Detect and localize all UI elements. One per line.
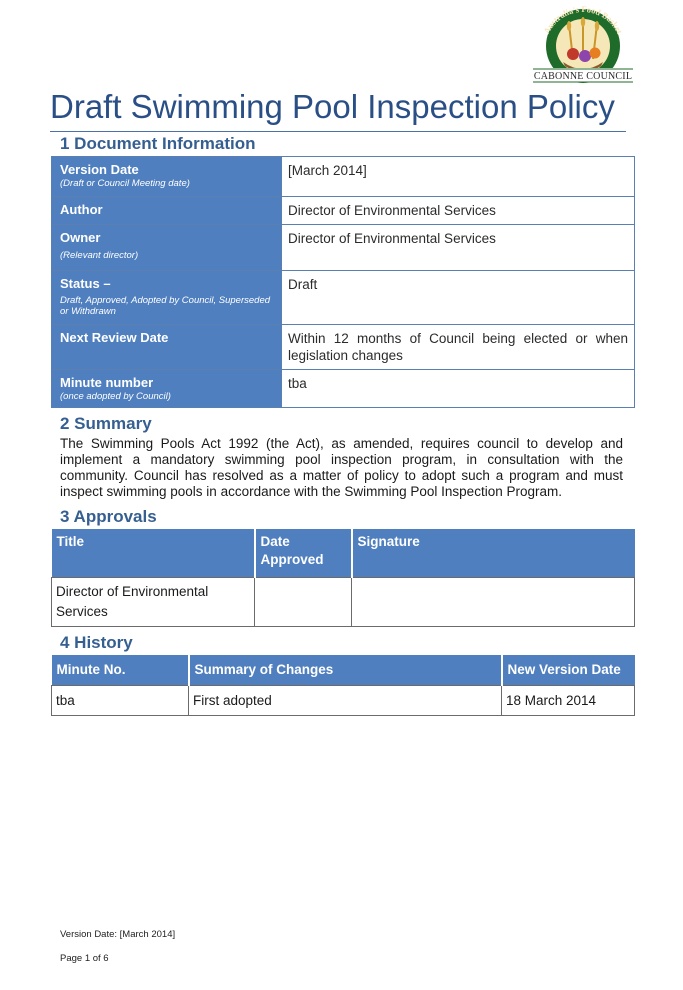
- info-value: Director of Environmental Services: [282, 225, 635, 271]
- approval-title-cell: Director of Environmental Services: [52, 577, 255, 626]
- info-sublabel: (Relevant director): [60, 250, 139, 261]
- logo-arc-text: Australia's Food Basket: [541, 4, 625, 36]
- info-label: Version Date: [60, 162, 139, 177]
- info-key-cell: [52, 325, 282, 370]
- approval-date-cell: [255, 577, 352, 626]
- column-header-signature: Signature: [352, 529, 635, 577]
- info-value: Within 12 months of Council being elected or when legislation changes: [282, 325, 635, 370]
- section-heading-approvals: 3 Approvals: [60, 507, 157, 526]
- info-key-cell: [52, 157, 282, 197]
- info-key-cell: [52, 225, 282, 271]
- info-label: Author: [60, 202, 103, 217]
- approval-signature-cell: [352, 577, 635, 626]
- page-title: Draft Swimming Pool Inspection Policy: [50, 88, 615, 125]
- section-heading-history: 4 History: [60, 633, 133, 652]
- orange-icon: [590, 48, 601, 59]
- info-label: Minute number: [60, 375, 154, 390]
- info-sublabel: Draft, Approved, Adopted by Council, Superseded or Withdrawn: [60, 295, 271, 317]
- table-row: [52, 685, 635, 715]
- info-value: [March 2014]: [282, 157, 635, 197]
- info-sublabel: (Draft or Council Meeting date): [60, 178, 190, 189]
- history-summary-cell: First adopted: [189, 685, 502, 715]
- footer-page-number: Page 1 of 6: [60, 953, 109, 964]
- column-header-summary-of-changes: Summary of Changes: [189, 655, 502, 685]
- table-row: [52, 197, 635, 225]
- table-header-row: [52, 529, 635, 577]
- table-row: [52, 370, 635, 408]
- column-header-new-version-date: New Version Date: [502, 655, 635, 685]
- grapes-icon: [579, 50, 591, 62]
- logo-council-name: CABONNE COUNCIL: [533, 71, 633, 82]
- info-label: Next Review Date: [60, 330, 169, 345]
- document-information-table: [51, 156, 635, 408]
- info-label: Owner: [60, 230, 101, 245]
- info-key-cell: [52, 271, 282, 325]
- table-row: [52, 325, 635, 370]
- table-row: [52, 157, 635, 197]
- info-value: Director of Environmental Services: [282, 197, 635, 225]
- info-key-cell: [52, 197, 282, 225]
- apple-icon: [567, 48, 579, 60]
- history-minute-cell: tba: [52, 685, 189, 715]
- section-heading-document-information: 1 Document Information: [60, 134, 256, 153]
- table-header-row: [52, 655, 635, 685]
- column-header-date-approved: Date Approved: [255, 529, 352, 577]
- approvals-table: [51, 529, 635, 627]
- history-table: [51, 655, 635, 716]
- info-sublabel: (once adopted by Council): [60, 391, 171, 402]
- column-header-title: Title: [52, 529, 255, 577]
- info-value: tba: [282, 370, 635, 408]
- table-row: [52, 271, 635, 325]
- footer-version-date: Version Date: [March 2014]: [60, 929, 176, 940]
- info-key-cell: [52, 370, 282, 408]
- table-row: [52, 225, 635, 271]
- section-heading-summary: 2 Summary: [60, 414, 152, 433]
- table-row: [52, 577, 635, 626]
- history-date-cell: 18 March 2014: [502, 685, 635, 715]
- title-underline: [50, 131, 626, 132]
- info-value: Draft: [282, 271, 635, 325]
- column-header-minute-no: Minute No.: [52, 655, 189, 685]
- info-label: Status –: [60, 276, 111, 291]
- summary-paragraph: The Swimming Pools Act 1992 (the Act), as amended, requires council to develop and implement a mandatory swimming pool inspection program, in consultation with the community. Council has resolved as a matter of policy to adopt such a program and must inspect swimming pools in accordance with the Swimming Pool Inspection Program.: [60, 436, 623, 499]
